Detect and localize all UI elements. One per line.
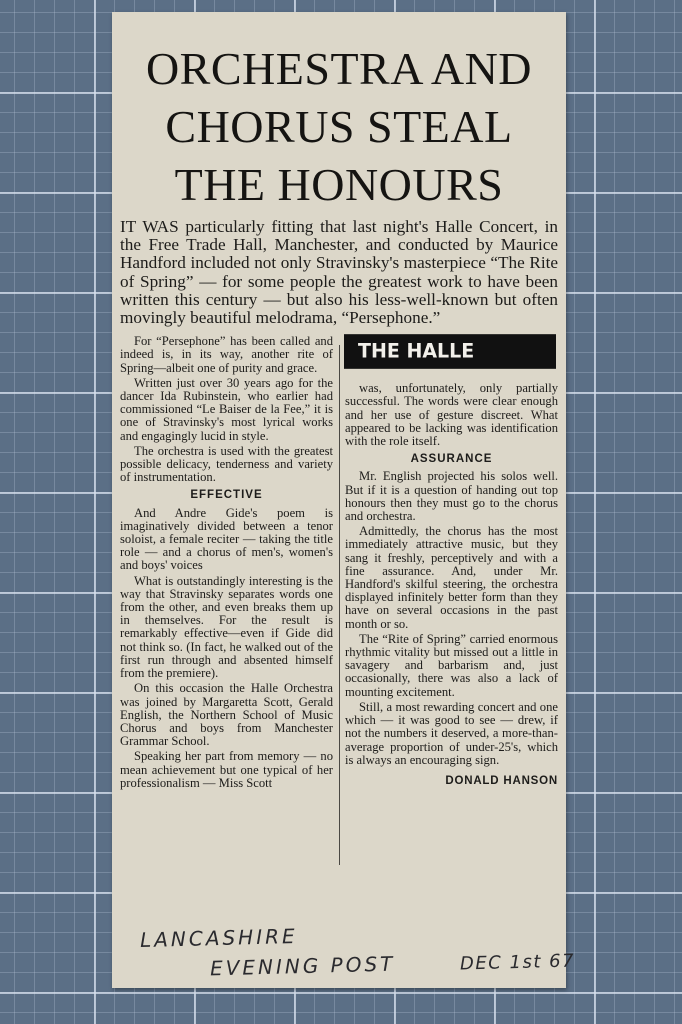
paragraph: Mr. English projected his solos well. But if it is a question of handing out top honours then they must go to the chorus and orchestra. bbox=[345, 469, 558, 524]
headline-line-2: CHORUS STEAL bbox=[165, 101, 513, 152]
paragraph: The orchestra is used with the greatest possible delicacy, tenderness and variety of instrumentation. bbox=[120, 443, 333, 485]
handwritten-publication-line-1: LANCASHIRE bbox=[139, 923, 298, 953]
headline bbox=[120, 40, 558, 214]
headline-line-1: ORCHESTRA AND bbox=[145, 43, 533, 94]
paragraph: What is outstandingly interesting is the way that Stravinsky separates words one from the other, and even breaks them up in themselves. For the result is remarkably effective—even if Gide did not think so. (In fact, he walked out of the first run through and absented himself from the premiere). bbox=[120, 573, 333, 681]
right-column bbox=[345, 335, 558, 788]
paragraph: And Andre Gide's poem is imaginatively divided between a tenor soloist, a female reciter — taking the title role — and a chorus of men's, women's and boys' voices bbox=[120, 505, 333, 573]
paragraph: Still, a most rewarding concert and one which — it was good to see — drew, if not the numbers it deserved, a more-than-average proportion of under-25's, which is always an encouraging sign. bbox=[345, 699, 558, 767]
column-divider bbox=[339, 345, 340, 865]
the-halle-logo: THE HALLE bbox=[344, 334, 556, 369]
paragraph: was, unfortunately, only partially successful. The words were clear enough and her use of gesture discreet. What appeared to be lacking was identification with the role itself. bbox=[345, 381, 558, 449]
paragraph: Speaking her part from memory — no mean achievement but one typical of her professionalism — Miss Scott bbox=[120, 749, 333, 790]
lede-paragraph: IT WAS particularly fitting that last night's Halle Concert, in the Free Trade Hall, Manchester, and conducted by Maurice Handford included not only Stravinsky's masterpiece “The Rite of Spring” — for some people the greatest work to have been written this century — but also his less-well-known but often movingly beautiful melodrama, “Persephone.” bbox=[120, 217, 558, 328]
paragraph: On this occasion the Halle Orchestra was joined by Margaretta Scott, Gerald English, the Northern School of Music Chorus and boys from Manchester Grammar School. bbox=[120, 681, 333, 749]
article bbox=[120, 12, 558, 930]
left-column bbox=[120, 335, 333, 792]
byline: DONALD HANSON bbox=[445, 774, 558, 787]
paragraph: The “Rite of Spring” carried enormous rhythmic vitality but missed out a little in savagery and barbarism and, just occasionally, there was also a lack of mounting excitement. bbox=[345, 631, 558, 699]
headline-line-3: THE HONOURS bbox=[174, 159, 504, 210]
subhead-assurance: ASSURANCE bbox=[410, 453, 493, 466]
newspaper-clipping bbox=[112, 12, 576, 988]
paragraph: Written just over 30 years ago for the dancer Ida Rubinstein, who earlier had commissioned “Le Baiser de la Fee,” it is one of Stravinsky's most lyrical works and engagingly lucid in style. bbox=[120, 375, 333, 443]
handwritten-date: DEC 1st 67 bbox=[459, 950, 576, 975]
paragraph: Admittedly, the chorus has the most immediately attractive music, but they sang it freshly, perceptively and with a fine assurance. And, under Mr. Handford's skilful steering, the orchestra displayed infinitely better form than they have on several occasions in the past month or so. bbox=[345, 524, 558, 631]
handwritten-publication-line-2: EVENING POST bbox=[209, 951, 396, 981]
paragraph: For “Persephone” has been called and indeed is, in its way, another rite of Spring—albeit one of purity and grace. bbox=[120, 334, 333, 375]
subhead-effective: EFFECTIVE bbox=[190, 489, 263, 502]
